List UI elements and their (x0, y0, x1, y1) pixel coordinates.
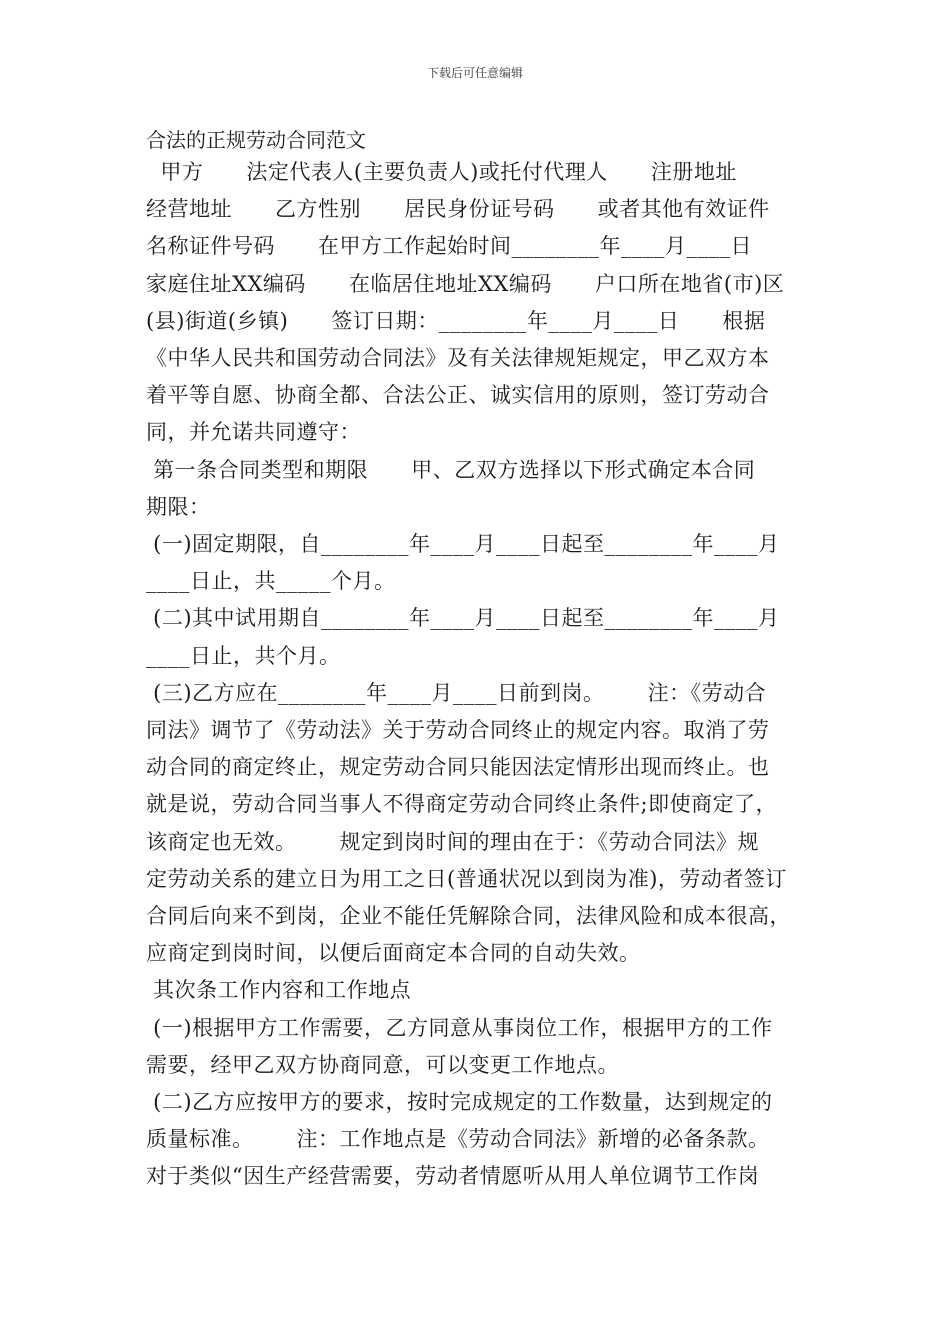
body-line: 质量标准。 注：工作地点是《劳动合同法》新增的必备条款。 (146, 1127, 770, 1152)
page-header: 下载后可任意编辑 (426, 66, 523, 80)
body-line: (二)其中试用期自________年____月____日起至________年____月 (146, 606, 780, 631)
body-line: 动合同的商定终止，规定劳动合同只能因法定情形出现而终止。也 (146, 755, 770, 780)
body-line: 名称证件号码 在甲方工作起始时间________年____月____日 (146, 234, 753, 259)
body-line: 第一条合同类型和期限 甲、乙双方选择以下形式确定本合同 (146, 457, 756, 482)
body-line: 期限： (146, 494, 211, 519)
body-line: (一)固定期限，自________年____月____日起至________年____月 (146, 532, 780, 556)
body-line: 合同后向来不到岗，企业不能任凭解除合同，法律风险和成本很高， (146, 904, 791, 928)
body-line: 对于类似“因生产经营需要，劳动者情愿听从用人单位调节工作岗 (146, 1164, 760, 1189)
body-line: 同，并允诺共同遵守： (146, 420, 361, 445)
body-line: (县)街道(乡镇) 签订日期：________年____月____日 根据 (146, 308, 766, 333)
document-title: 合法的正规劳动合同范文 (146, 128, 366, 152)
body-line: 《中华人民共和国劳动合同法》及有关法律规矩规定，甲乙双方本 (146, 346, 770, 370)
body-line: 甲方 法定代表人(主要负责人)或托付代理人 注册地址 (146, 160, 737, 184)
body-line: ____日止，共个月。 (146, 643, 341, 668)
body-line: 着平等自愿、协商全都、合法公正、诚实信用的原则，签订劳动合 (146, 383, 770, 408)
body-line: 同法》调节了《劳动法》关于劳动合同终止的规定内容。取消了劳 (146, 718, 770, 742)
body-line: (一)根据甲方工作需要，乙方同意从事岗位工作，根据甲方的工作 (146, 1015, 773, 1040)
body-line: 该商定也无效。 规定到岗时间的理由在于：《劳动合同法》规 (146, 829, 760, 854)
body-line: (三)乙方应在________年____月____日前到岗。 注：《劳动合 (146, 680, 767, 705)
body-line: 经营地址 乙方性别 居民身份证号码 或者其他有效证件 (146, 197, 770, 222)
body-line: 应商定到岗时间，以便后面商定本合同的自动失效。 (146, 941, 641, 966)
body-line: 家庭住址XX编码 在临居住地址XX编码 户口所在地省(市)区 (146, 271, 785, 296)
body-line: ____日止，共_____个月。 (146, 569, 396, 594)
body-line: 其次条工作内容和工作地点 (146, 978, 412, 1003)
body-line: 定劳动关系的建立日为用工之日(普通状况以到岗为准)，劳动者签订 (146, 866, 787, 891)
body-line: (二)乙方应按甲方的要求，按时完成规定的工作数量，达到规定的 (146, 1090, 773, 1114)
body-line: 就是说，劳动合同当事人不得商定劳动合同终止条件;即使商定了， (146, 792, 778, 817)
body-line: 需要，经甲乙双方协商同意，可以变更工作地点。 (146, 1052, 619, 1077)
